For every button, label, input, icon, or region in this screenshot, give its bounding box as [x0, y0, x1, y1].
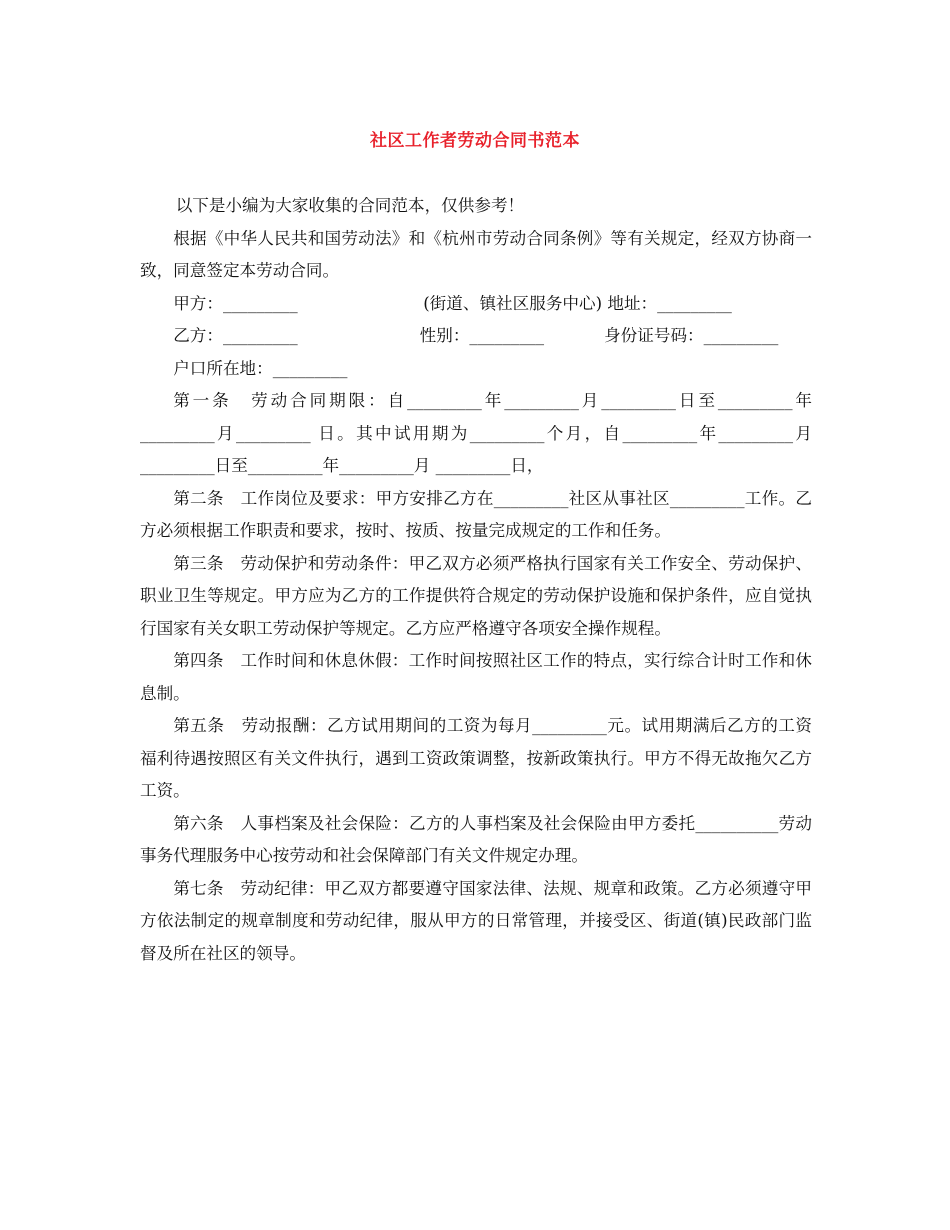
preamble-paragraph: 根据《中华人民共和国劳动法》和《杭州市劳动合同条例》等有关规定，经双方协商一致，同意签定本劳动合同。 [140, 228, 812, 280]
article-3: 第三条 劳动保护和劳动条件：甲乙双方必须严格执行国家有关工作安全、劳动保护、职业卫生等规定。甲方应为乙方的工作提供符合规定的劳动保护设施和保护条件，应自觉执行国家有关女职工劳动保护等规定。乙方应严格遵守各项安全操作规程。 [140, 553, 812, 638]
party-a-field: 甲方：_________ [173, 293, 298, 313]
party-b-field: 乙方：_________ [173, 326, 298, 345]
party-a-line [140, 288, 812, 321]
gender-field: 性别：_________ [419, 326, 545, 345]
document-title: 社区工作者劳动合同书范本 [370, 131, 580, 151]
article-4: 第四条 工作时间和休息休假：工作时间按照社区工作的特点，实行综合计时工作和休息制。 [140, 651, 812, 703]
hukou-line: 户口所在地：_________ [173, 358, 348, 378]
party-b-line [140, 320, 812, 353]
article-6: 第六条 人事档案及社会保险：乙方的人事档案及社会保险由甲方委托__________劳动事务代理服务中心按劳动和社会保障部门有关文件规定办理。 [140, 813, 812, 865]
party-a-org-field: (街道、镇社区服务中心) 地址：_________ [423, 293, 732, 313]
article-1: 第一条 劳动合同期限：自_________年_________月_________日至_________年_________月_________ 日。其中试用期为_________个月，自_________年_________月_________日至_________年_________月 _________日， [140, 391, 812, 475]
id-number-field: 身份证号码：_________ [604, 326, 779, 345]
article-2: 第二条 工作岗位及要求：甲方安排乙方在_________社区从事社区_________工作。乙方必须根据工作职责和要求，按时、按质、按量完成规定的工作和任务。 [140, 488, 812, 540]
article-5: 第五条 劳动报酬：乙方试用期间的工资为每月_________元。试用期满后乙方的工资福利待遇按照区有关文件执行，遇到工资政策调整，按新政策执行。甲方不得无故拖欠乙方工资。 [140, 716, 812, 800]
intro-paragraph: 以下是小编为大家收集的合同范本，仅供参考！ [175, 196, 525, 215]
article-7: 第七条 劳动纪律：甲乙双方都要遵守国家法律、法规、规章和政策。乙方必须遵守甲方依法制定的规章制度和劳动纪律，服从甲方的日常管理，并接受区、街道(镇)民政部门监督及所在社区的领导。 [140, 878, 812, 963]
document-body [140, 190, 812, 970]
